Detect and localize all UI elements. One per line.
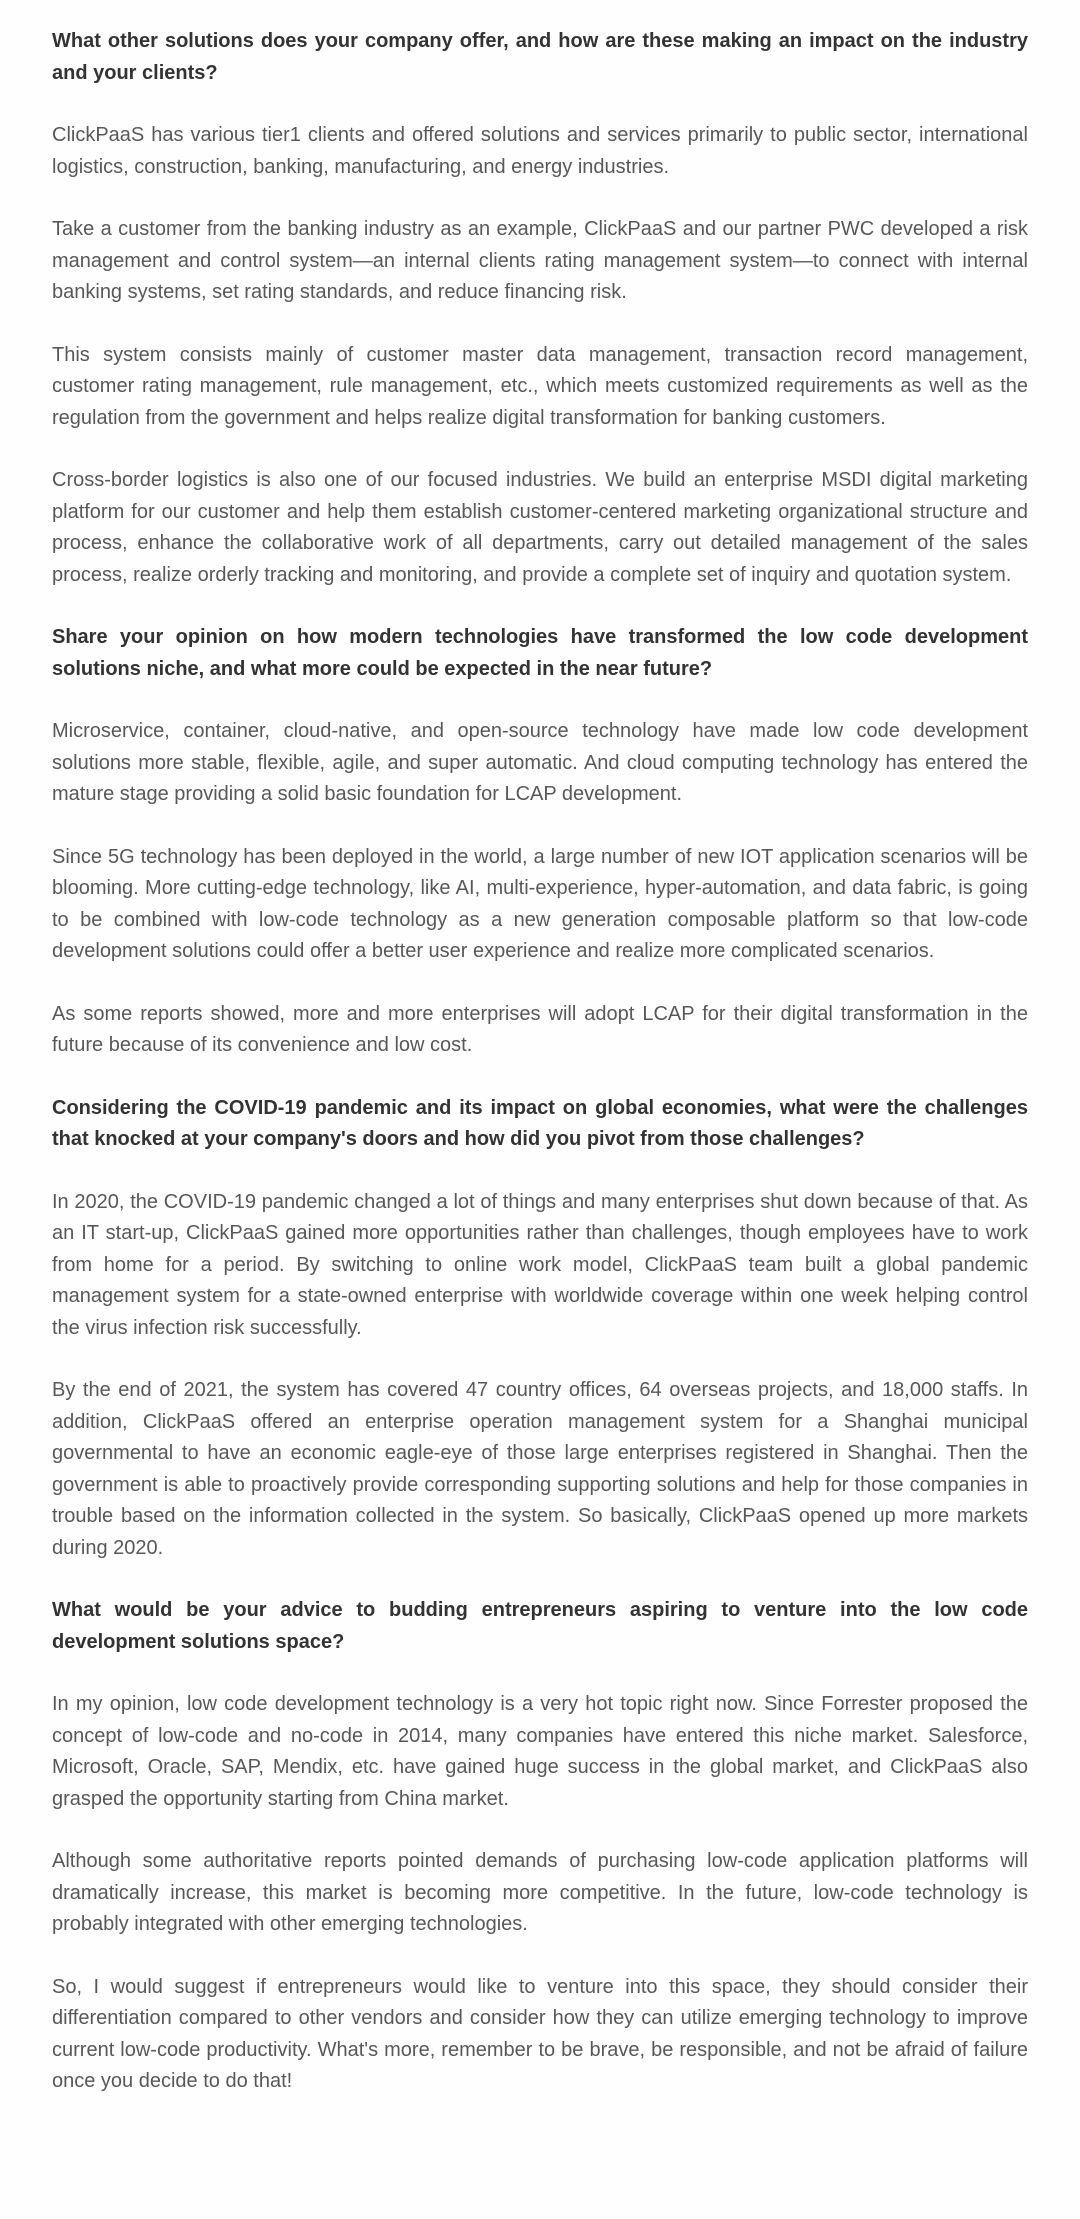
answer-paragraph: ClickPaaS has various tier1 clients and offered solutions and services primarily to public sector, international logistics, construction, banking, manufacturing, and energy industries. <box>52 124 1028 178</box>
answer-paragraph: Although some authoritative reports pointed demands of purchasing low-code application platforms will dramatically increase, this market is becoming more competitive. In the future, low-code technology is probably integrated with other emerging technologies. <box>52 1850 1028 1935</box>
answer-paragraph: By the end of 2021, the system has covered 47 country offices, 64 overseas projects, and 18,000 staffs. In addition, ClickPaaS offered an enterprise operation management system for a Shanghai municipal governmental to have an economic eagle-eye of those large enterprises registered in Shanghai. Then the government is able to proactively provide corresponding supporting solutions and help for those companies in trouble based on the information collected in the system. So basically, ClickPaaS opened up more markets during 2020. <box>52 1379 1028 1559</box>
answer-paragraph: So, I would suggest if entrepreneurs would like to venture into this space, they should consider their differentiation compared to other vendors and consider how they can utilize emerging technology to improve current low-code productivity. What's more, remember to be brave, be responsible, and not be afraid of failure once you decide to do that! <box>52 1975 1028 2092</box>
answer-paragraph: In 2020, the COVID-19 pandemic changed a lot of things and many enterprises shut down because of that. As an IT start-up, ClickPaaS gained more opportunities rather than challenges, though employees have to work from home for a period. By switching to online work model, ClickPaaS team built a global pandemic management system for a state-owned enterprise with worldwide coverage within one week helping control the virus infection risk successfully. <box>52 1190 1028 1339</box>
question-heading: What other solutions does your company offer, and how are these making an impact on the industry and your clients? <box>52 30 1028 84</box>
question-heading: Share your opinion on how modern technologies have transformed the low code development solutions niche, and what more could be expected in the near future? <box>52 626 1028 680</box>
answer-paragraph: Microservice, container, cloud-native, and open-source technology have made low code development solutions more stable, flexible, agile, and super automatic. And cloud computing technology has entered the mature stage providing a solid basic foundation for LCAP development. <box>52 720 1028 805</box>
answer-paragraph: Take a customer from the banking industry as an example, ClickPaaS and our partner PWC developed a risk management and control system—an internal clients rating management system—to connect with internal banking systems, set rating standards, and reduce financing risk. <box>52 218 1028 303</box>
answer-paragraph: As some reports showed, more and more enterprises will adopt LCAP for their digital transformation in the future because of its convenience and low cost. <box>52 1002 1028 1056</box>
question-heading: Considering the COVID-19 pandemic and its impact on global economies, what were the challenges that knocked at your company's doors and how did you pivot from those challenges? <box>52 1096 1028 1150</box>
answer-paragraph: Since 5G technology has been deployed in the world, a large number of new IOT application scenarios will be blooming. More cutting-edge technology, like AI, multi-experience, hyper-automation, and data fabric, is going to be combined with low-code technology as a new generation composable platform so that low-code development solutions could offer a better user experience and realize more complicated scenarios. <box>52 845 1028 962</box>
question-heading: What would be your advice to budding entrepreneurs aspiring to venture into the low code development solutions space? <box>52 1599 1028 1653</box>
answer-paragraph: In my opinion, low code development technology is a very hot topic right now. Since Forrester proposed the concept of low-code and no-code in 2014, many companies have entered this niche market. Salesforce, Microsoft, Oracle, SAP, Mendix, etc. have gained huge success in the global market, and ClickPaaS also grasped the opportunity starting from China market. <box>52 1693 1028 1810</box>
answer-paragraph: Cross-border logistics is also one of our focused industries. We build an enterprise MSDI digital marketing platform for our customer and help them establish customer-centered marketing organizational structure and process, enhance the collaborative work of all departments, carry out detailed management of the sales process, realize orderly tracking and monitoring, and provide a complete set of inquiry and quotation system. <box>52 469 1028 586</box>
answer-paragraph: This system consists mainly of customer master data management, transaction record management, customer rating management, rule management, etc., which meets customized requirements as well as the regulation from the government and helps realize digital transformation for banking customers. <box>52 343 1028 429</box>
